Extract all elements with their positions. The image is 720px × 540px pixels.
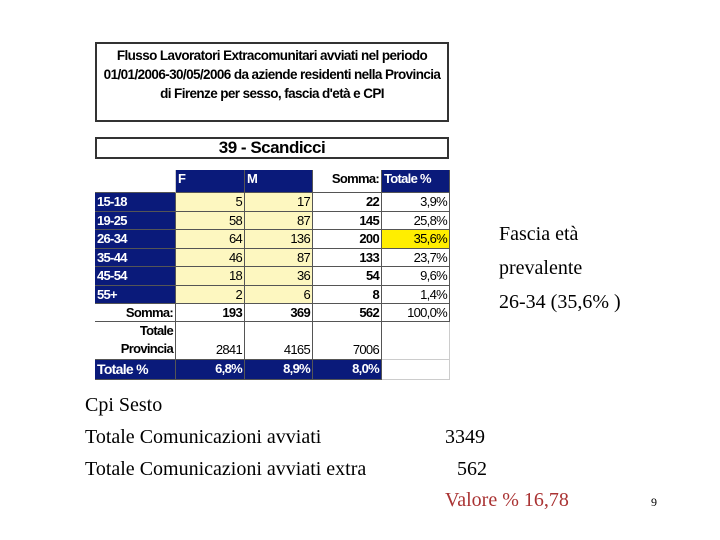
row-label: 35-44 bbox=[95, 249, 176, 268]
totpct-blank bbox=[382, 360, 450, 380]
total-avviati-label: Totale Comunicazioni avviati bbox=[85, 426, 322, 448]
provincia-label bbox=[95, 322, 176, 360]
row-sum: 22 bbox=[313, 193, 382, 212]
totpct-sum: 8,0% bbox=[313, 360, 382, 380]
percent-value: Valore % 16,78 bbox=[445, 489, 569, 511]
row-f: 46 bbox=[176, 249, 245, 268]
row-f: 2 bbox=[176, 286, 245, 305]
note-line2: prevalente bbox=[499, 257, 583, 279]
row-m: 6 bbox=[245, 286, 313, 305]
row-sum: 200 bbox=[313, 230, 382, 249]
provincia-label-line: Totale bbox=[139, 323, 173, 338]
row-label: 19-25 bbox=[95, 212, 176, 231]
total-extra-value: 562 bbox=[457, 458, 487, 480]
table-image bbox=[93, 40, 452, 383]
row-m: 17 bbox=[245, 193, 313, 212]
provincia-blank bbox=[382, 322, 450, 360]
totpct-f: 6,8% bbox=[176, 360, 245, 380]
row-sum: 145 bbox=[313, 212, 382, 231]
row-f: 64 bbox=[176, 230, 245, 249]
somma-m: 369 bbox=[245, 304, 313, 322]
provincia-label-line: Provincia bbox=[120, 341, 173, 356]
row-label: 15-18 bbox=[95, 193, 176, 212]
row-sum: 133 bbox=[313, 249, 382, 268]
row-pct: 1,4% bbox=[382, 286, 450, 305]
header-f: F bbox=[176, 170, 245, 193]
row-f: 18 bbox=[176, 267, 245, 286]
table-title: Flusso Lavoratori Extracomunitari avviati nel periodo 01/01/2006-30/05/2006 da aziende residenti nella Provincia di Firenze per sesso, fascia d'età e CPI bbox=[95, 42, 449, 122]
provincia-sum: 7006 bbox=[313, 322, 382, 360]
cpi-label: Cpi Sesto bbox=[85, 394, 163, 416]
row-m: 36 bbox=[245, 267, 313, 286]
header-m: M bbox=[245, 170, 313, 193]
row-sum: 54 bbox=[313, 267, 382, 286]
row-pct: 9,6% bbox=[382, 267, 450, 286]
row-f: 58 bbox=[176, 212, 245, 231]
provincia-f: 2841 bbox=[176, 322, 245, 360]
provincia-m: 4165 bbox=[245, 322, 313, 360]
row-label: 45-54 bbox=[95, 267, 176, 286]
somma-pct: 100,0% bbox=[382, 304, 450, 322]
row-m: 136 bbox=[245, 230, 313, 249]
row-m: 87 bbox=[245, 212, 313, 231]
header-blank bbox=[95, 170, 176, 193]
row-label: 55+ bbox=[95, 286, 176, 305]
row-f: 5 bbox=[176, 193, 245, 212]
somma-label: Somma: bbox=[95, 304, 176, 322]
header-somma: Somma: bbox=[313, 170, 382, 193]
total-extra-label: Totale Comunicazioni avviati extra bbox=[85, 458, 367, 480]
table-subtitle: 39 - Scandicci bbox=[95, 137, 449, 159]
total-avviati-value: 3349 bbox=[445, 426, 485, 448]
note-line3: 26-34 (35,6% ) bbox=[499, 291, 621, 313]
somma-f: 193 bbox=[176, 304, 245, 322]
row-sum: 8 bbox=[313, 286, 382, 305]
header-totale-pct: Totale % bbox=[382, 170, 450, 193]
row-pct: 23,7% bbox=[382, 249, 450, 268]
page-number: 9 bbox=[651, 495, 657, 509]
row-pct: 35,6% bbox=[382, 230, 450, 249]
row-pct: 3,9% bbox=[382, 193, 450, 212]
totpct-m: 8,9% bbox=[245, 360, 313, 380]
row-label: 26-34 bbox=[95, 230, 176, 249]
note-line1: Fascia età bbox=[499, 223, 579, 245]
somma-sum: 562 bbox=[313, 304, 382, 322]
row-pct: 25,8% bbox=[382, 212, 450, 231]
row-m: 87 bbox=[245, 249, 313, 268]
totpct-label: Totale % bbox=[95, 360, 176, 380]
